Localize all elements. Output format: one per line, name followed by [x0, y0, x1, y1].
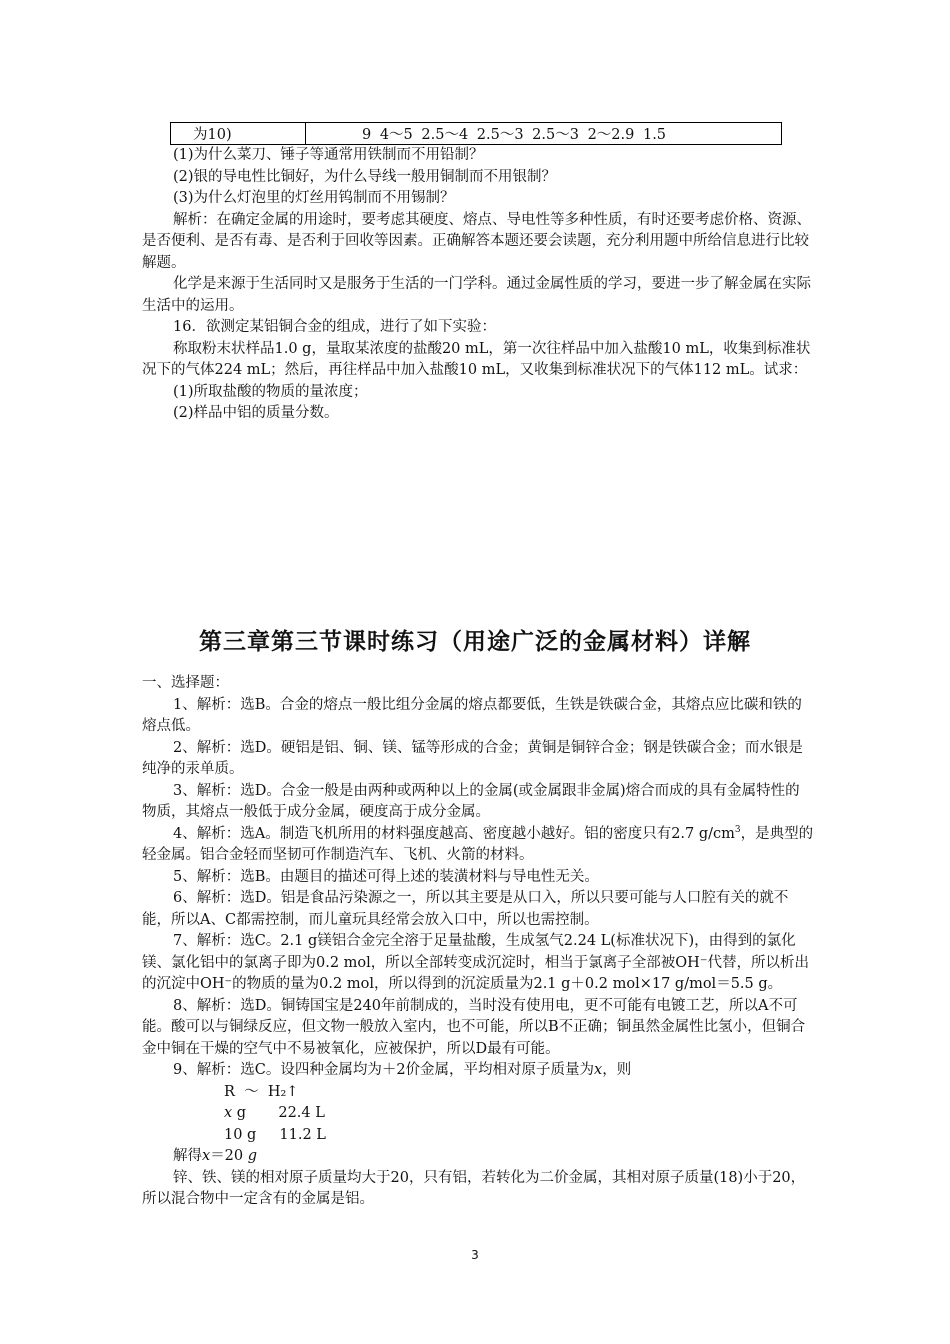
question-line: (2)银的导电性比铜好，为什么导线一般用铜制而不用银制？ [173, 168, 557, 185]
question-16-part-2: (2)样品中铝的质量分数。 [173, 405, 339, 421]
equation-line [142, 1103, 814, 1125]
note-paragraph: 化学是来源于生活同时又是服务于生活的一门学科。通过金属性质的学习，要进一步了解金属在实际生活中的运用。 [142, 276, 811, 314]
solution-line [142, 1146, 814, 1168]
answers-block [142, 673, 814, 1211]
question-15-block [142, 145, 814, 425]
answer-3: 3、解析：选D。合金一般是由两种或两种以上的金属(或金属跟非金属)熔合而成的具有金属特性的物质，其熔点一般低于成分金属，硬度高于成分金属。 [142, 782, 800, 820]
question-line: (3)为什么灯泡里的灯丝用钨制而不用锡制？ [173, 190, 455, 206]
question-16-title: 16．欲测定某铝铜合金的组成，进行了如下实验： [173, 319, 496, 335]
answer-5: 5、解析：选B。由题目的描述可得上述的装潢材料与导电性无关。 [173, 868, 599, 885]
superscript: 3 [734, 824, 741, 835]
question-16-part-1: (1)所取盐酸的物质的量浓度； [173, 383, 368, 400]
answer-6: 6、解析：选D。铝是食品污染源之一，所以其主要是从口入，所以只要可能与人口腔有关的就不能，所以A、C都需控制，而儿童玩具经常会放入口中，所以也需控制。 [142, 890, 789, 928]
answer-4-text: 4、解析：选A。制造飞机所用的材料强度越高、密度越小越好。铝的密度只有2.7 g/cm [173, 825, 735, 842]
conclusion-paragraph: 锌、铁、镁的相对原子质量均大于20，只有铝，若转化为二价金属，其相对原子质量(18)小于20，所以混合物中一定含有的金属是铝。 [142, 1169, 806, 1207]
variable: x [594, 1062, 603, 1078]
variable: x [202, 1148, 211, 1164]
page-number: 3 [471, 1248, 479, 1262]
answer-4-text-cont: ，是典型的轻金属。铝合金轻而坚韧可作制造汽车、飞机、火箭的材料。 [142, 825, 814, 863]
unit: g [247, 1148, 258, 1164]
answer-9-text: 9、解析：选C。设四种金属均为＋2价金属，平均相对原子质量为 [173, 1062, 595, 1078]
table-cell-label: 为10) [171, 123, 306, 145]
answer-9 [142, 1060, 814, 1082]
analysis-paragraph: 解析：在确定金属的用途时，要考虑其硬度、熔点、导电性等多种性质，有时还要考虑价格、资源、是否便利、是否有毒、是否利于回收等因素。正确解答本题还要会读题，充分利用题中所给信息进行比较解题。 [142, 211, 811, 271]
question-16-body: 称取粉末状样品1.0 g，量取某浓度的盐酸20 mL，第一次往样品中加入盐酸10 mL，收集到标准状况下的气体224 mL；然后，再往样品中加入盐酸10 mL，又收集到标准状况下的气体112 mL。试求： [142, 340, 811, 378]
property-table [170, 122, 782, 145]
variable: x [224, 1105, 233, 1121]
answer-4 [142, 824, 814, 867]
answer-1: 1、解析：选B。合金的熔点一般比组分金属的熔点都要低，生铁是铁碳合金，其熔点应比碳和铁的熔点低。 [142, 696, 802, 734]
answer-9-text-cont: ，则 [602, 1062, 632, 1078]
question-line: (1)为什么菜刀、锤子等通常用铁制而不用铅制？ [173, 147, 484, 163]
section-heading: 第三章第三节课时练习（用途广泛的金属材料）详解 [199, 629, 751, 655]
section-label: 一、选择题： [142, 675, 229, 691]
equation-line: R ～ H₂↑ [224, 1083, 299, 1100]
equation-text: g 22.4 L [232, 1105, 325, 1121]
answer-8: 8、解析：选D。铜铸国宝是240年前制成的，当时没有使用电，更不可能有电镀工艺，所以A不可能。酸可以与铜绿反应，但文物一般放入室内，也不可能，所以B不正确；铜虽然金属性比氢小，但铜合金中铜在干燥的空气中不易被氧化，应被保护，所以D最有可能。 [142, 997, 806, 1057]
equation-line: 10 g 11.2 L [224, 1126, 326, 1143]
solution-text: 解得 [173, 1148, 202, 1164]
solution-value: ＝20 [210, 1148, 248, 1164]
answer-2: 2、解析：选D。硬铝是铝、铜、镁、锰等形成的合金；黄铜是铜锌合金；钢是铁碳合金；而水银是纯净的汞单质。 [142, 739, 803, 777]
table-row [171, 123, 782, 145]
answer-7: 7、解析：选C。2.1 g镁铝合金完全溶于足量盐酸，生成氢气2.24 L(标准状况下)，由得到的氯化镁、氯化铝中的氯离子即为0.2 mol，所以全部转变成沉淀时，相当于氯离子全部被OH⁻代替，所以析出的沉淀中OH⁻的物质的量为0.2 mol，所以得到的沉淀质量为2.1 g＋0.2 mol×17 g/mol＝5.5 g。 [142, 933, 809, 992]
table-cell-values: 9 4～5 2.5～4 2.5～3 2.5～3 2～2.9 1.5 [306, 123, 782, 145]
